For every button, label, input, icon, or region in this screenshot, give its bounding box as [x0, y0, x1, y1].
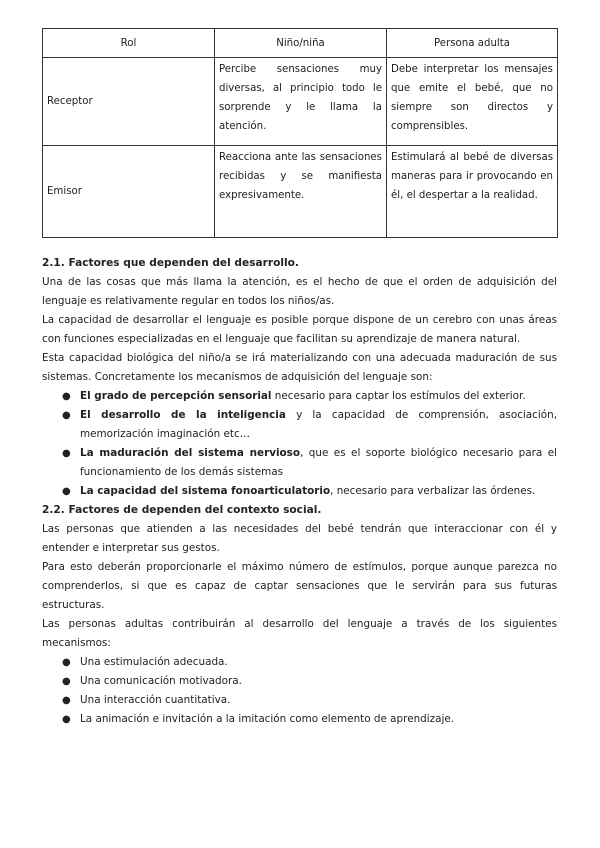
- list-item: ● El desarrollo de la inteligencia y la capacidad de comprensión, asociación, memorización imaginación etc…: [80, 406, 557, 444]
- bullet-icon: ●: [62, 676, 71, 687]
- list-item: ● Una estimulación adecuada.: [80, 653, 557, 672]
- table-header-row: [43, 29, 558, 58]
- paragraph: Las personas que atienden a las necesidades del bebé tendrán que interaccionar con él y entender e interpretar sus gestos.: [42, 523, 557, 554]
- row-adulta-receptor: Debe interpretar los mensajes que emite el bebé, que no siempre son directos y comprensibles.: [387, 58, 558, 146]
- paragraph: Esta capacidad biológica del niño/a se irá materializando con una adecuada maduración de sus sistemas. Concretamente los mecanismos de adquisición del lenguaje son:: [42, 352, 557, 383]
- paragraph: Para esto deberán proporcionarle el máximo número de estímulos, porque aunque parezca no comprenderlos, si que es capaz de captar sensaciones que le servirán para sus futuras estructuras.: [42, 561, 557, 611]
- header-adulta: Persona adulta: [387, 29, 558, 58]
- table-row: [43, 58, 558, 146]
- bullet-icon: ●: [62, 657, 71, 668]
- list-item: ● Una comunicación motivadora.: [80, 672, 557, 691]
- list-item: ● Una interacción cuantitativa.: [80, 691, 557, 710]
- bullet-icon: ●: [62, 714, 71, 725]
- adult-mechanisms-list: [42, 653, 557, 729]
- paragraph: Las personas adultas contribuirán al desarrollo del lenguaje a través de los siguientes mecanismos:: [42, 618, 557, 649]
- section-heading-desarrollo: 2.1. Factores que dependen del desarrollo.: [42, 257, 299, 269]
- list-item: ● La animación e invitación a la imitación como elemento de aprendizaje.: [80, 710, 557, 729]
- bullet-icon: ●: [62, 695, 71, 706]
- bullet-icon: ●: [62, 391, 71, 402]
- bullet-icon: ●: [62, 448, 71, 459]
- bullet-icon: ●: [62, 486, 71, 497]
- paragraph: La capacidad de desarrollar el lenguaje es posible porque dispone de un cerebro con unas áreas con funciones especializadas en el lenguaje que facilitan su aprendizaje de manera natural.: [42, 314, 557, 345]
- row-rol-receptor: Receptor: [43, 58, 215, 146]
- section-heading-contexto: 2.2. Factores de dependen del contexto social.: [42, 504, 322, 516]
- header-rol: Rol: [43, 29, 215, 58]
- list-item: ● La maduración del sistema nervioso, que es el soporte biológico necesario para el funcionamiento de los demás sistemas: [80, 444, 557, 482]
- bullet-icon: ●: [62, 410, 71, 421]
- header-nino: Niño/niña: [215, 29, 387, 58]
- table-row: [43, 146, 558, 238]
- mechanisms-list: [42, 387, 557, 501]
- roles-table: [42, 28, 558, 238]
- row-adulta-emisor: Estimulará al bebé de diversas maneras para ir provocando en él, el despertar a la realidad.: [387, 146, 558, 238]
- row-nino-emisor: Reacciona ante las sensaciones recibidas y se manifiesta expresivamente.: [215, 146, 387, 238]
- list-item: ● El grado de percepción sensorial necesario para captar los estímulos del exterior.: [80, 387, 557, 406]
- row-nino-receptor: Percibe sensaciones muy diversas, al principio todo le sorprende y le llama la atención.: [215, 58, 387, 146]
- row-rol-emisor: Emisor: [43, 146, 215, 238]
- document-page: [42, 28, 557, 729]
- list-item: ● La capacidad del sistema fonoarticulatorio, necesario para verbalizar las órdenes.: [80, 482, 557, 501]
- paragraph: Una de las cosas que más llama la atención, es el hecho de que el orden de adquisición del lenguaje es relativamente regular en todos los niños/as.: [42, 276, 557, 307]
